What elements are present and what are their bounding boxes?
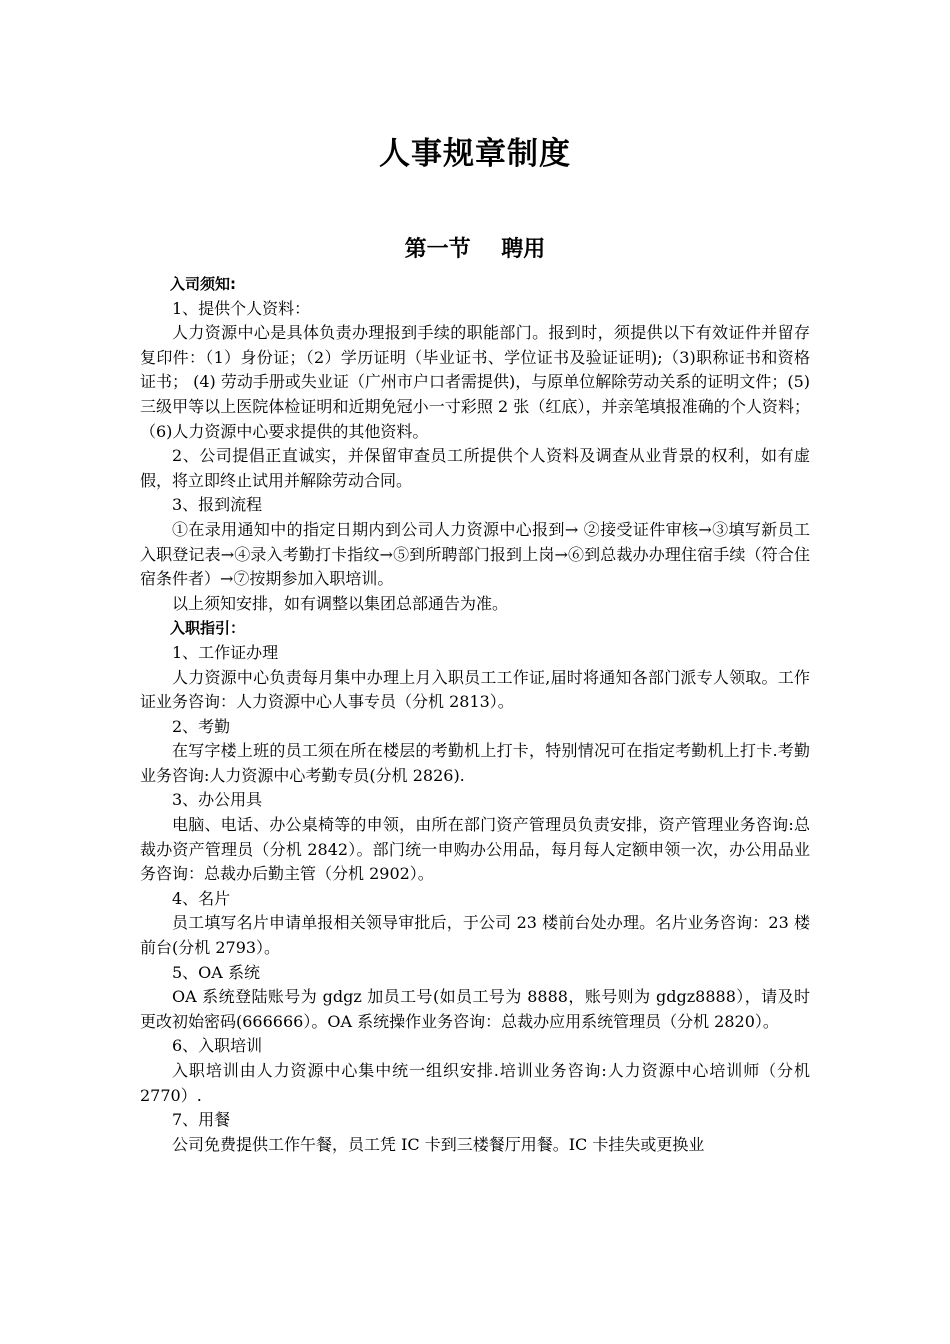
paragraph: 4、名片 — [172, 888, 231, 908]
paragraph: 入职培训由人力资源中心集中统一组织安排.培训业务咨询:人力资源中心培训师（分机 2770）. — [140, 1061, 810, 1105]
document-body — [140, 272, 810, 1157]
paragraph: 员工填写名片申请单报相关领导审批后，于公司 23 楼前台处办理。名片业务咨询：23 楼前台(分机 2793）。 — [140, 913, 810, 958]
paragraph: 3、报到流程 — [172, 495, 263, 515]
paragraph: 以上须知安排，如有调整以集团总部通告为准。 — [172, 593, 509, 613]
heading-entry-notice: 入司须知: — [170, 275, 236, 293]
paragraph: 2、公司提倡正直诚实，并保留审查员工所提供个人资料及调查从业背景的权利，如有虚假，将立即终止试用并解除劳动合同。 — [140, 446, 810, 490]
paragraph: 2、考勤 — [172, 716, 231, 736]
paragraph: ①在录用通知中的指定日期内到公司人力资源中心报到→ ②接受证件审核→③填写新员工入职登记表→④录入考勤打卡指纹→⑤到所聘部门报到上岗→⑥到总裁办办理住宿手续（符合住宿条件者）→⑦按期参加入职培训。 — [140, 519, 810, 589]
paragraph: 6、入职培训 — [172, 1036, 263, 1056]
document-title: 人事规章制度 — [379, 136, 571, 172]
paragraph: OA 系统登陆账号为 gdgz 加员工号(如员工号为 8888，账号则为 gdgz8888），请及时更改初始密码(666666）。OA 系统操作业务咨询：总裁办应用系统管理员（分机 2820）。 — [140, 987, 810, 1031]
paragraph: 公司免费提供工作午餐，员工凭 IC 卡到三楼餐厅用餐。IC 卡挂失或更换业 — [172, 1134, 705, 1154]
paragraph: 1、提供个人资料： — [172, 298, 311, 318]
paragraph: 人力资源中心是具体负责办理报到手续的职能部门。报到时，须提供以下有效证件并留存复印件：（1）身份证；（2）学历证明（毕业证书、学位证书及验证证明);（3)职称证书和资格证书； (4) 劳动手册或失业证（广州市户口者需提供)，与原单位解除劳动关系的证明文件；(5)三级甲等以上医院体检证明和近期免冠小一寸彩照 2 张（红底），并亲笔填报准确的个人资料；（6)人力资源中心要求提供的其他资料。 — [140, 323, 810, 441]
paragraph: 人力资源中心负责每月集中办理上月入职员工工作证,届时将通知各部门派专人领取。工作证业务咨询：人力资源中心人事专员（分机 2813）。 — [140, 667, 810, 712]
section-title: 第一节 聘用 — [404, 237, 546, 262]
paragraph: 在写字楼上班的员工须在所在楼层的考勤机上打卡，特别情况可在指定考勤机上打卡.考勤业务咨询:人力资源中心考勤专员(分机 2826). — [140, 741, 810, 785]
paragraph: 3、办公用具 — [172, 790, 263, 810]
paragraph: 电脑、电话、办公桌椅等的申领，由所在部门资产管理员负责安排，资产管理业务咨询:总裁办资产管理员（分机 2842）。部门统一申购办公用品，每月每人定额申领一次，办公用品业务咨询：总裁办后勤主管（分机 2902）。 — [140, 815, 810, 884]
paragraph: 5、OA 系统 — [172, 962, 260, 982]
heading-onboarding-guide: 入职指引： — [170, 619, 246, 638]
paragraph: 7、用餐 — [172, 1110, 231, 1130]
paragraph: 1、工作证办理 — [172, 642, 279, 662]
